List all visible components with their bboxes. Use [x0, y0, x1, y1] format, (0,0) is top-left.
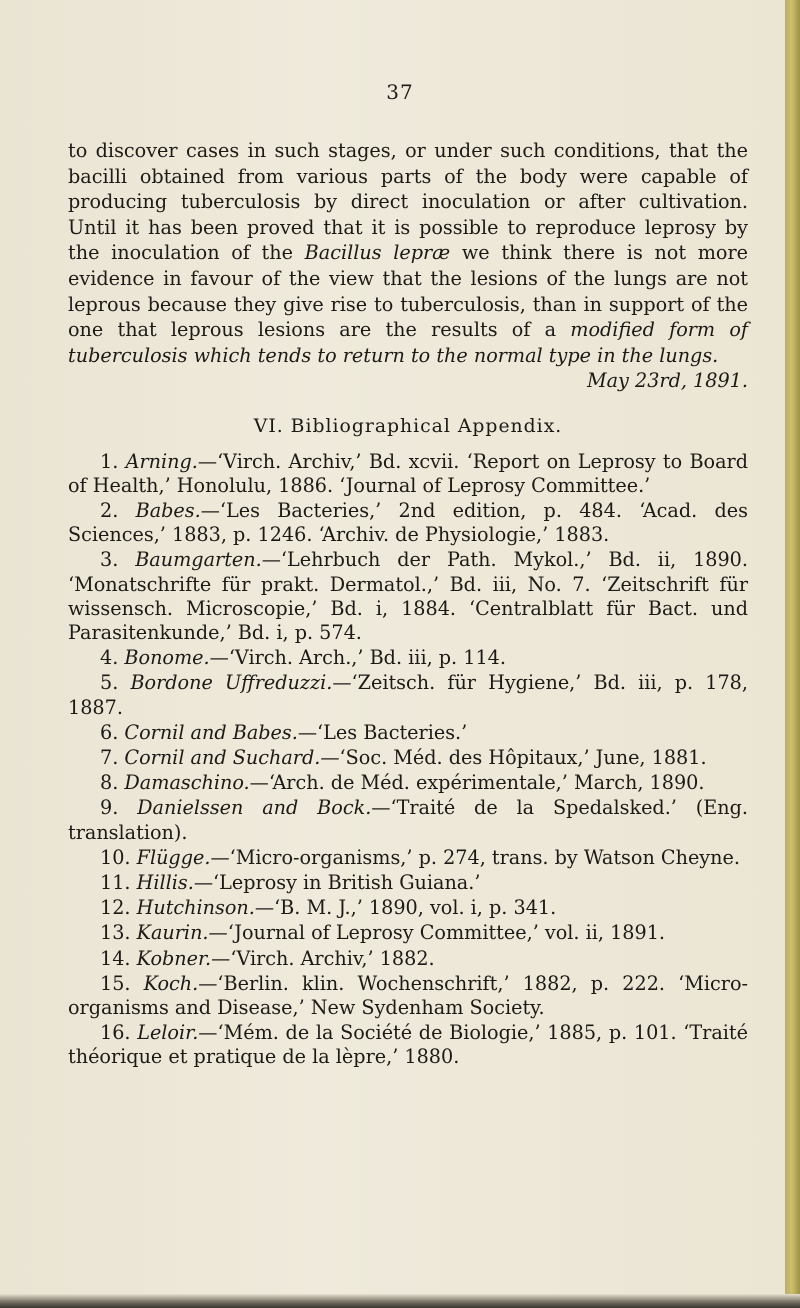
reference-number: 15. [100, 971, 131, 995]
reference-author: Baumgarten. [135, 548, 262, 572]
intro-paragraph [68, 138, 748, 368]
reference-item [68, 972, 748, 1020]
reference-text: —‘Arch. de Méd. expérimentale,’ March, 1890. [249, 771, 705, 795]
reference-item [68, 947, 748, 971]
reference-text: —‘Virch. Archiv,’ Bd. xcvii. ‘Report on Leprosy to Board of Health,’ Honolulu, 1886. ‘Journal of Leprosy Committee.’ [68, 449, 749, 497]
reference-item [68, 896, 748, 920]
reference-number: 10. [100, 845, 131, 869]
reference-author: Flügge. [136, 845, 211, 869]
reference-number: 1. [100, 449, 119, 473]
reference-author: Bordone Uffreduzzi. [130, 671, 333, 695]
reference-author: Hutchinson. [136, 896, 255, 920]
reference-author: Bonome. [124, 646, 210, 670]
reference-item [68, 1021, 748, 1069]
page-edge-right [785, 0, 800, 1308]
reference-item [68, 846, 748, 870]
reference-author: Leloir. [137, 1021, 199, 1045]
reference-item [68, 796, 748, 844]
reference-number: 4. [100, 646, 119, 670]
reference-text: —‘Soc. Méd. des Hôpitaux,’ June, 1881. [320, 745, 707, 769]
reference-author: Damaschino. [124, 771, 250, 795]
intro-text: to discover cases in such stages, or under such conditions, that the bacilli obtained from various parts of the body were capable of producing tuberculosis by direct inoculation or after cultivation. Until it has been proved that it is possible to reproduce leprosy by the inoculation of the [68, 139, 748, 265]
intro-text-2: we think there is not more evidence in favour of the view that the lesions of the lungs are not leprous because they give rise to tuberculosis, than in support of the one that leprous lesions are the results of a [68, 241, 749, 342]
reference-item [68, 871, 748, 895]
page-number: 37 [386, 80, 414, 104]
reference-item [68, 921, 748, 945]
reference-text: —‘Berlin. klin. Wochenschrift,’ 1882, p. 222. ‘Micro-organisms and Disease,’ New Sydenham Society. [68, 971, 748, 1019]
page-edge-bottom [0, 1294, 800, 1308]
reference-item [68, 746, 748, 770]
reference-author: Cornil and Babes. [124, 720, 298, 744]
reference-text: —‘Les Bacteries,’ 2nd edition, p. 484. ‘Acad. des Sciences,’ 1883, p. 1246. ‘Archiv. de Physiologie,’ 1883. [68, 498, 748, 547]
reference-text: —‘Les Bacteries.’ [297, 720, 468, 744]
reference-item [68, 671, 748, 719]
reference-text: —‘Lehrbuch der Path. Mykol.,’ Bd. ii, 1890. ‘Monatschrifte für prakt. Dermatol.,’ Bd. iii, No. 7. ‘Zeitschrift für wissensch. Microscopie,’ Bd. i, 1884. ‘Centralblatt für Bact. und Parasitenkunde,’ Bd. i, p. 574. [68, 548, 748, 644]
reference-item [68, 771, 748, 795]
reference-number: 2. [100, 498, 119, 522]
reference-item [68, 450, 748, 498]
reference-text: —‘Micro-organisms,’ p. 274, trans. by Watson Cheyne. [210, 845, 740, 869]
reference-text: —‘Virch. Arch.,’ Bd. iii, p. 114. [209, 646, 506, 670]
reference-item [68, 646, 748, 670]
reference-list [68, 450, 748, 1070]
reference-number: 9. [100, 796, 119, 820]
reference-author: Kaurin. [136, 921, 209, 945]
reference-author: Kobner. [136, 946, 212, 970]
reference-number: 8. [100, 771, 119, 795]
reference-number: 12. [100, 896, 131, 920]
reference-item [68, 721, 748, 745]
intro-italic-conclusion: modified form of tuberculosis which tends to return to the normal type in the lungs. [68, 318, 748, 367]
reference-text: —‘Traité de la Spedalsked.’ (Eng. translation). [68, 796, 748, 844]
reference-author: Danielssen and Bock. [137, 796, 372, 820]
reference-text: —‘Journal of Leprosy Committee,’ vol. ii, 1891. [208, 921, 666, 945]
reference-text: —‘Leprosy in British Guiana.’ [193, 870, 481, 894]
reference-number: 14. [100, 946, 131, 970]
section-heading: VI. Bibliographical Appendix. [253, 415, 563, 437]
reference-author: Hillis. [136, 870, 194, 894]
reference-number: 6. [100, 720, 119, 744]
reference-number: 11. [100, 870, 131, 894]
reference-author: Koch. [143, 971, 199, 995]
page-body [68, 138, 748, 1071]
reference-item [68, 548, 748, 645]
reference-text: —‘Virch. Archiv,’ 1882. [211, 946, 435, 970]
reference-text: —‘B. M. J.,’ 1890, vol. i, p. 341. [254, 896, 557, 920]
reference-number: 13. [100, 921, 131, 945]
reference-text: —‘Mém. de la Société de Biologie,’ 1885, p. 101. ‘Traité théorique et pratique de la lèpre,’ 1880. [68, 1021, 748, 1069]
reference-author: Arning. [125, 449, 198, 473]
reference-text: —‘Zeitsch. für Hygiene,’ Bd. iii, p. 178, 1887. [68, 671, 748, 719]
reference-number: 16. [100, 1021, 131, 1045]
reference-number: 7. [100, 745, 119, 769]
reference-number: 5. [100, 671, 119, 695]
reference-author: Babes. [135, 498, 201, 522]
reference-item [68, 499, 748, 547]
intro-italic-bacillus: Bacillus lepræ [304, 241, 451, 265]
date-line: May 23rd, 1891. [586, 369, 748, 393]
reference-number: 3. [100, 548, 119, 572]
reference-author: Cornil and Suchard. [124, 745, 321, 769]
